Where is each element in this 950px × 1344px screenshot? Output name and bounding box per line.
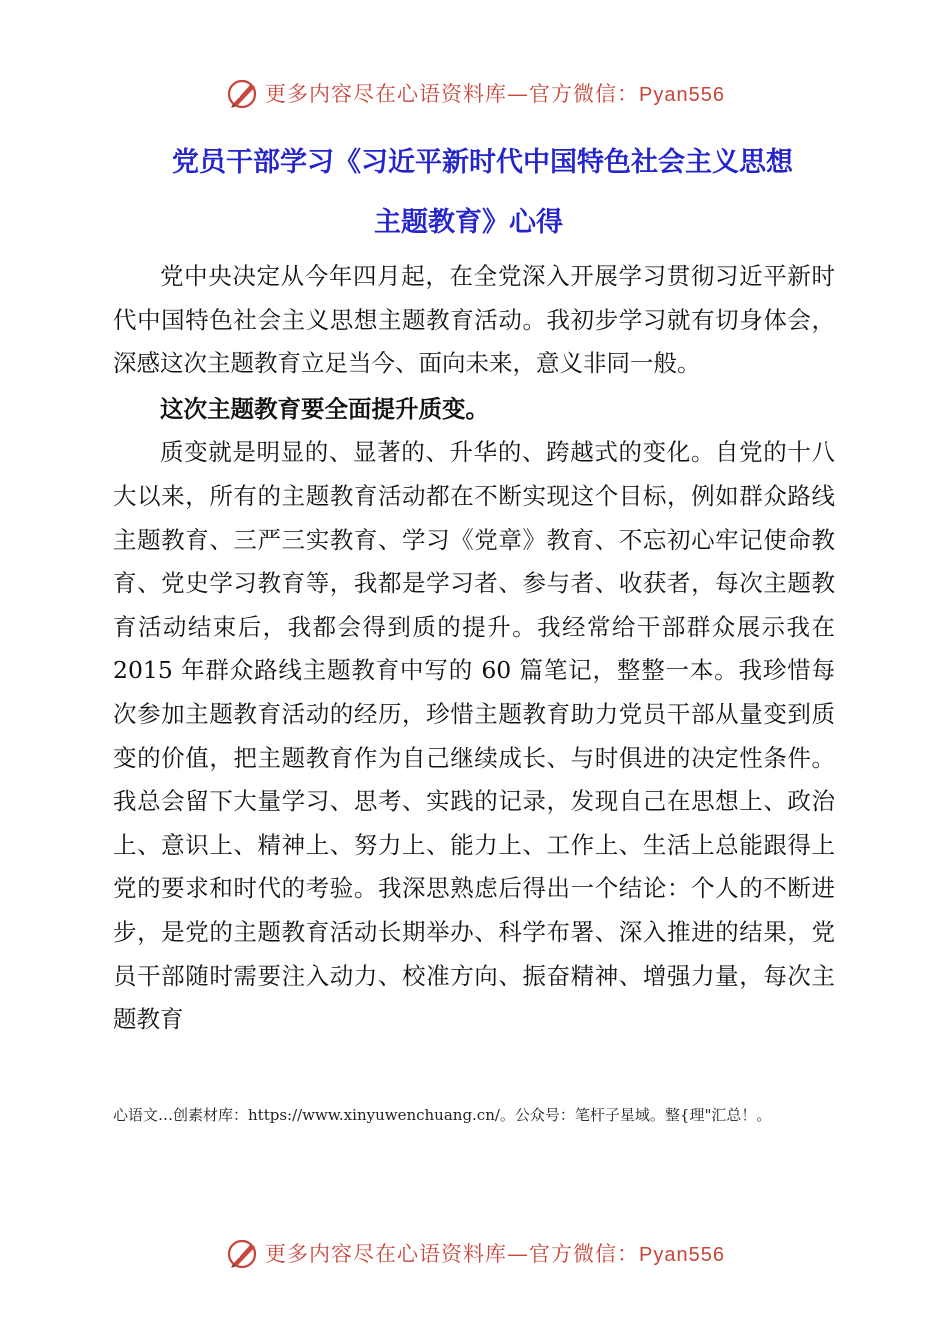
banner-account: Pyan556 [639, 1244, 725, 1266]
footer-banner [0, 1236, 950, 1270]
banner-account: Pyan556 [639, 84, 725, 106]
paragraph-body: 质变就是明显的、显著的、升华的、跨越式的变化。自党的十八大以来，所有的主题教育活动都在不断实现这个目标，例如群众路线主题教育、三严三实教育、学习《党章》教育、不忘初心牢记使命教育、党史学习教育等，我都是学习者、参与者、收获者，每次主题教育活动结束后，我都会得到质的提升。我经常给干部群众展示我在 2015 年群众路线主题教育中写的 60 篇笔记，整整一本。我珍惜每次参加主题教育活动的经历，珍惜主题教育助力党员干部从量变到质变的价值，把主题教育作为自己继续成长、与时俱进的决定性条件。我总会留下大量学习、思考、实践的记录，发现自己在思想上、政治上、意识上、精神上、努力上、能力上、工作上、生活上总能跟得上党的要求和时代的考验。我深思熟虑后得出一个结论：个人的不断进步，是党的主题教育活动长期举办、科学布署、深入推进的结果，党员干部随时需要注入动力、校准方向、振奋精神、增强力量，每次主题教育 [113, 438, 835, 1034]
banner-text [265, 78, 725, 108]
banner-text [265, 1238, 725, 1268]
banner-official: 官方微信： [529, 82, 640, 106]
banner-dash: — [507, 1242, 530, 1266]
footer-note: 心语文…创素材库：https://www.xinyuwenchuang.cn/。公众号：笔杆子星域。整{理"汇总！。 [113, 1106, 772, 1124]
banner-slogan: 更多内容尽在心语资料库 [265, 82, 508, 106]
banner-dash: — [507, 82, 530, 106]
banner-slogan: 更多内容尽在心语资料库 [265, 1242, 508, 1266]
pen-logo-icon [225, 1236, 261, 1270]
document-title-line2: 主题教育》心得 [374, 207, 563, 238]
document-title-line1: 党员干部学习《习近平新时代中国特色社会主义思想 [172, 147, 793, 178]
header-banner [0, 76, 950, 110]
document-body [113, 255, 835, 1042]
pen-logo-icon [225, 76, 261, 110]
section-heading: 这次主题教育要全面提升质变。 [160, 394, 489, 423]
banner-official: 官方微信： [529, 1242, 640, 1266]
paragraph-intro: 党中央决定从今年四月起，在全党深入开展学习贯彻习近平新时代中国特色社会主义思想主题教育活动。我初步学习就有切身体会，深感这次主题教育立足当今、面向未来，意义非同一般。 [113, 262, 835, 378]
